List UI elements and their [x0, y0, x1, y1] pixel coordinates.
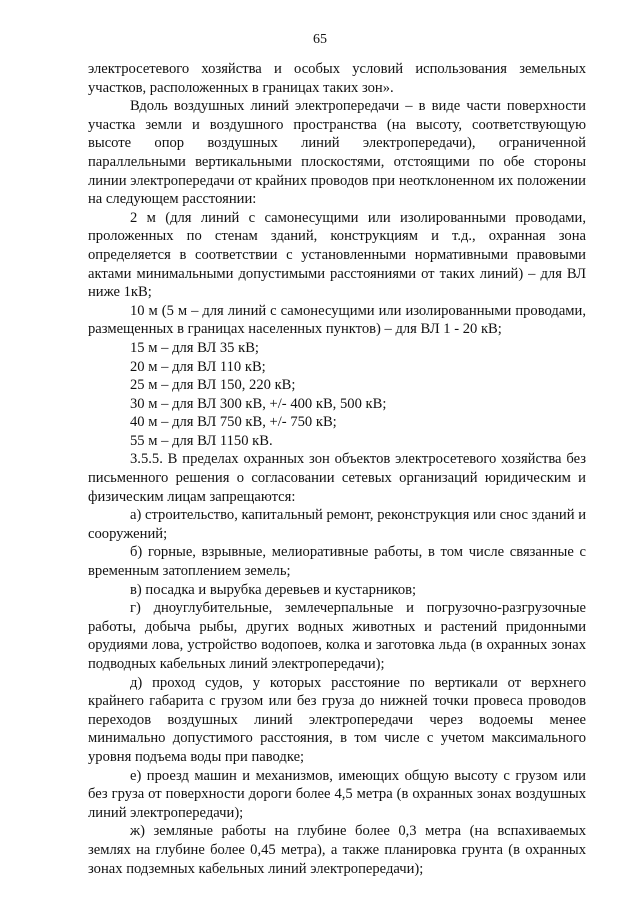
- prohibition-item-e: е) проезд машин и механизмов, имеющих общую высоту с грузом или без груза от поверхности дороги более 4,5 метра (в охранных зонах воздушных линий электропередачи);: [88, 767, 586, 821]
- distance-item: 25 м – для ВЛ 150, 220 кВ;: [130, 377, 296, 394]
- paragraph-continuation: электросетевого хозяйства и особых условий использования земельных участков, расположенных в границах таких зон».: [88, 61, 586, 96]
- prohibition-item-d: д) проход судов, у которых расстояние по вертикали от верхнего крайнего габарита с грузом или без груза до нижней точки провеса проводов переходов воздушных линий электропередачи через водоемы менее минимально допустимого расстояния, в том числе с учетом максимального уровня подъема воды при паводке;: [88, 674, 586, 765]
- paragraph-overhead-lines: Вдоль воздушных линий электропередачи – в виде части поверхности участка земли и воздушного пространства (на высоту, соответствующую высоте опор воздушных линий электропередачи), ограниченной параллельными вертикальными плоскостями, отстоящими по обе стороны линии электропередачи от крайних проводов при неотклоненном их положении на следующем расстоянии:: [88, 98, 586, 208]
- distance-item: 40 м – для ВЛ 750 кВ, +/- 750 кВ;: [130, 414, 337, 431]
- prohibition-item-g: г) дноуглубительные, землечерпальные и погрузочно-разгрузочные работы, добыча рыбы, других водных животных и растений придонными орудиями лова, устройство водопоев, колка и заготовка льда (в охранных зонах подводных кабельных линий электропередачи);: [88, 600, 586, 672]
- document-body: [88, 60, 586, 878]
- prohibition-item-zh: ж) земляные работы на глубине более 0,3 метра (на вспахиваемых землях на глубине более 0,45 метра), а также планировка грунта (в охранных зонах подземных кабельных линий электропередачи);: [88, 823, 586, 877]
- paragraph-10m: 10 м (5 м – для линий с самонесущими или изолированными проводами, размещенных в границах населенных пунктов) – для ВЛ 1 - 20 кВ;: [88, 302, 586, 338]
- prohibition-item-v: в) посадка и вырубка деревьев и кустарников;: [130, 581, 417, 598]
- distance-item: 30 м – для ВЛ 300 кВ, +/- 400 кВ, 500 кВ;: [130, 395, 387, 412]
- page-number: 65: [313, 32, 327, 47]
- distance-item: 15 м – для ВЛ 35 кВ;: [130, 339, 259, 356]
- distance-item: 20 м – для ВЛ 110 кВ;: [130, 358, 266, 375]
- prohibition-item-b: б) горные, взрывные, мелиоративные работы, в том числе связанные с временным затоплением земель;: [88, 544, 586, 580]
- prohibition-item-a: а) строительство, капитальный ремонт, реконструкция или снос зданий и сооружений;: [88, 507, 586, 542]
- section-3-5-5: 3.5.5. В пределах охранных зон объектов электросетевого хозяйства без письменного решения о согласовании сетевых организаций юридическим и физическим лицам запрещаются:: [88, 451, 586, 505]
- paragraph-2m: 2 м (для линий с самонесущими или изолированными проводами, проложенных по стенам зданий, конструкциям и т.д., охранная зона определяется в соответствии с установленными нормативными правовыми актами минимальными допустимыми расстояниями от таких линий) – для ВЛ ниже 1кВ;: [88, 209, 586, 301]
- distance-item: 55 м – для ВЛ 1150 кВ.: [130, 432, 273, 449]
- distance-list: [88, 339, 586, 451]
